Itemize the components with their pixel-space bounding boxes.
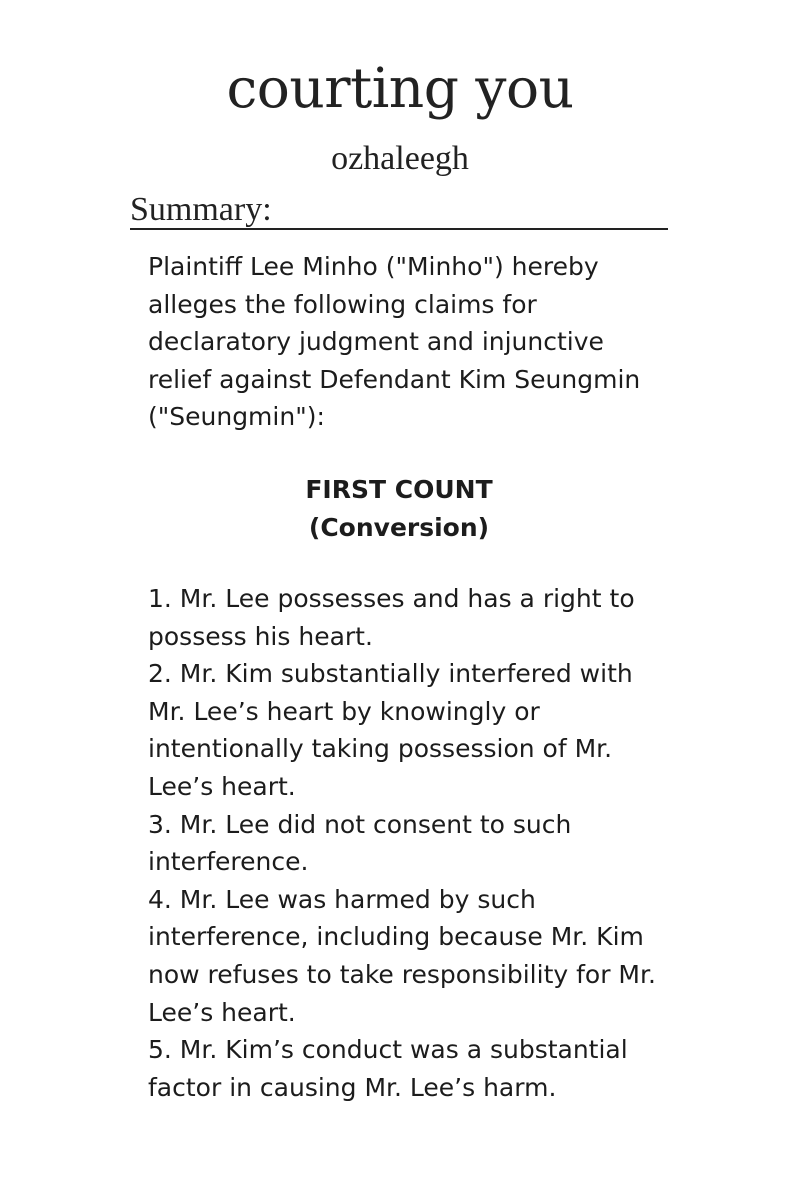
- work-title: courting you: [226, 56, 574, 120]
- claim-item: 1. Mr. Lee possesses and has a right to possess his heart.: [148, 584, 635, 651]
- intro-paragraph: Plaintiff Lee Minho ("Minho") hereby alleges the following claims for declaratory judgment and injunctive relief against Defendant Kim Seungmin ("Seungmin"):: [148, 252, 641, 432]
- claim-item: 3. Mr. Lee did not consent to such interference.: [148, 809, 572, 877]
- claim-item: 5. Mr. Kim’s conduct was a substantial factor in causing Mr. Lee’s harm.: [148, 1035, 628, 1102]
- author-name: ozhaleegh: [331, 140, 469, 177]
- claim-item: 2. Mr. Kim substantially interfered with Mr. Lee’s heart by knowingly or intentionally taking possession of Mr. Lee’s heart.: [148, 659, 633, 801]
- count-heading: [148, 471, 650, 546]
- count-title: FIRST COUNT: [305, 475, 493, 504]
- summary-heading: Summary:: [130, 190, 668, 230]
- claims-list: [148, 580, 668, 1106]
- claim-item: 4. Mr. Lee was harmed by such interference, including because Mr. Kim now refuses to take responsibility for Mr. Lee’s heart.: [148, 884, 656, 1027]
- summary-intro: [148, 248, 668, 436]
- count-subtitle: (Conversion): [308, 512, 490, 542]
